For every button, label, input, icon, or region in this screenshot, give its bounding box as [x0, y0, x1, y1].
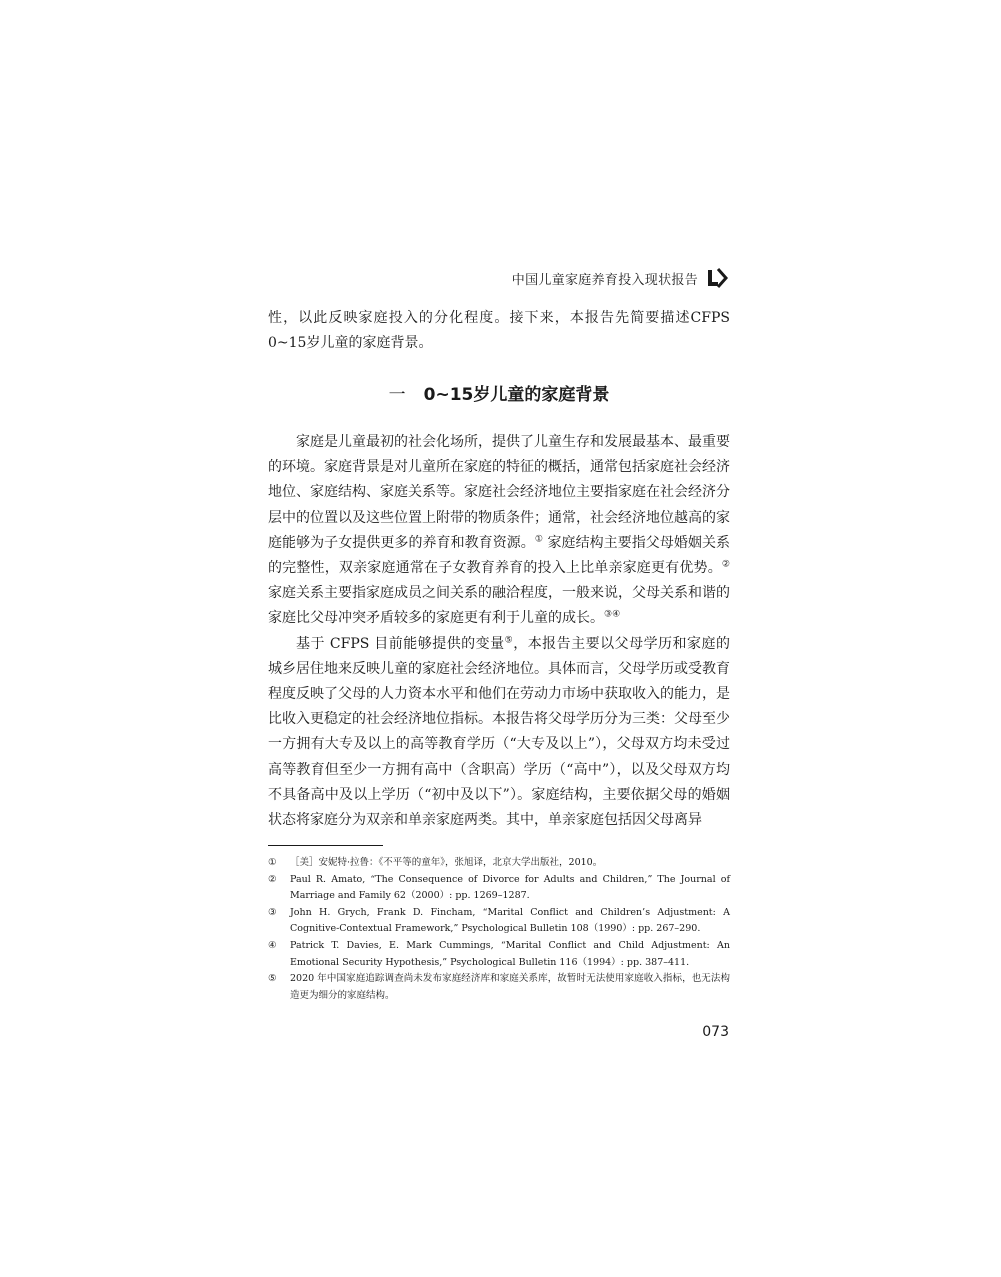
lead-paragraph: 性，以此反映家庭投入的分化程度。接下来，本报告先简要描述CFPS 0~15岁儿童的家庭背景。 — [268, 310, 730, 352]
footnote-mark: ② — [268, 873, 277, 885]
footnote — [268, 872, 730, 905]
lead-text — [268, 306, 730, 356]
footnote-text: Paul R. Amato, “The Consequence of Divorce for Adults and Children,” The Journal of Marriage and Family 62（2000）: pp. 1269–1287. — [290, 873, 730, 902]
footnote-mark: ⑤ — [268, 973, 277, 985]
section-title: 0~15岁儿童的家庭背景 — [423, 385, 610, 405]
page-number: 073 — [702, 1024, 729, 1040]
chapter-arrow-icon — [706, 266, 732, 290]
footnote-ref-5[interactable]: ⑤ — [504, 634, 514, 645]
section-heading — [268, 380, 730, 405]
paragraph-1 — [268, 430, 730, 632]
footnote-divider — [268, 845, 383, 846]
footnote — [268, 855, 730, 872]
footnote-text: John H. Grych, Frank D. Fincham, “Marital Conflict and Children’s Adjustment: A Cognitive-Contextual Framework,” Psychological Bulletin 108（1990）: pp. 267–290. — [290, 906, 730, 935]
paragraph-1-part-1: 家庭是儿童最初的社会化场所，提供了儿童生存和发展最基本、最重要的环境。家庭背景是对儿童所在家庭的特征的概括，通常包括家庭社会经济地位、家庭结构、家庭关系等。家庭社会经济地位主要指家庭在社会经济分层中的位置以及这些位置上附带的物质条件；通常，社会经济地位越高的家庭能够为子女提供更多的养育和教育资源。 — [268, 434, 730, 551]
paragraph-1-part-3: 家庭关系主要指家庭成员之间关系的融洽程度，一般来说，父母关系和谐的家庭比父母冲突矛盾较多的家庭更有利于儿童的成长。 — [268, 585, 730, 627]
footnote-ref-3-4[interactable]: ③④ — [604, 609, 621, 620]
paragraph-2 — [268, 632, 730, 834]
footnote-text: ［美］安妮特·拉鲁：《不平等的童年》，张旭译，北京大学出版社，2010。 — [290, 857, 603, 868]
footnote — [268, 938, 730, 971]
footnote — [268, 905, 730, 938]
footnote-ref-1[interactable]: ① — [534, 534, 543, 545]
paragraph-2-part-2: ，本报告主要以父母学历和家庭的城乡居住地来反映儿童的家庭社会经济地位。具体而言，父母学历或受教育程度反映了父母的人力资本水平和他们在劳动力市场中获取收入的能力，是比收入更稳定的社会经济地位指标。本报告将父母学历分为三类：父母至少一方拥有大专及以上的高等教育学历（“大专及以上”），父母双方均未受过高等教育但至少一方拥有高中（含职高）学历（“高中”），以及父母双方均不具备高中及以上学历（“初中及以下”）。家庭结构，主要依据父母的婚姻状态将家庭分为双亲和单亲家庭两类。其中，单亲家庭包括因父母离异 — [268, 635, 730, 829]
body-text — [268, 430, 730, 833]
footnote-mark: ④ — [268, 939, 277, 951]
footnotes — [268, 855, 730, 1004]
footnote — [268, 971, 730, 1004]
paragraph-1-part-2: 家庭结构主要指父母婚姻关系的完整性，双亲家庭通常在子女教育养育的投入上比单亲家庭更有优势。 — [268, 534, 731, 577]
paragraph-2-part-1: 基于 CFPS 目前能够提供的变量 — [296, 635, 505, 652]
footnote-mark: ③ — [268, 906, 277, 918]
footnote-ref-2[interactable]: ② — [721, 559, 730, 570]
section-number: 一 — [388, 385, 406, 405]
footnote-mark: ① — [268, 857, 277, 868]
footnote-text: Patrick T. Davies, E. Mark Cummings, “Marital Conflict and Child Adjustment: An Emotional Security Hypothesis,” Psychological Bulletin 116（1994）: pp. 387–411. — [290, 939, 730, 968]
running-header — [512, 266, 732, 290]
running-header-title: 中国儿童家庭养育投入现状报告 — [511, 272, 698, 288]
footnote-text: 2020 年中国家庭追踪调查尚未发布家庭经济库和家庭关系库，故暂时无法使用家庭收入指标，也无法构造更为细分的家庭结构。 — [290, 973, 730, 1001]
